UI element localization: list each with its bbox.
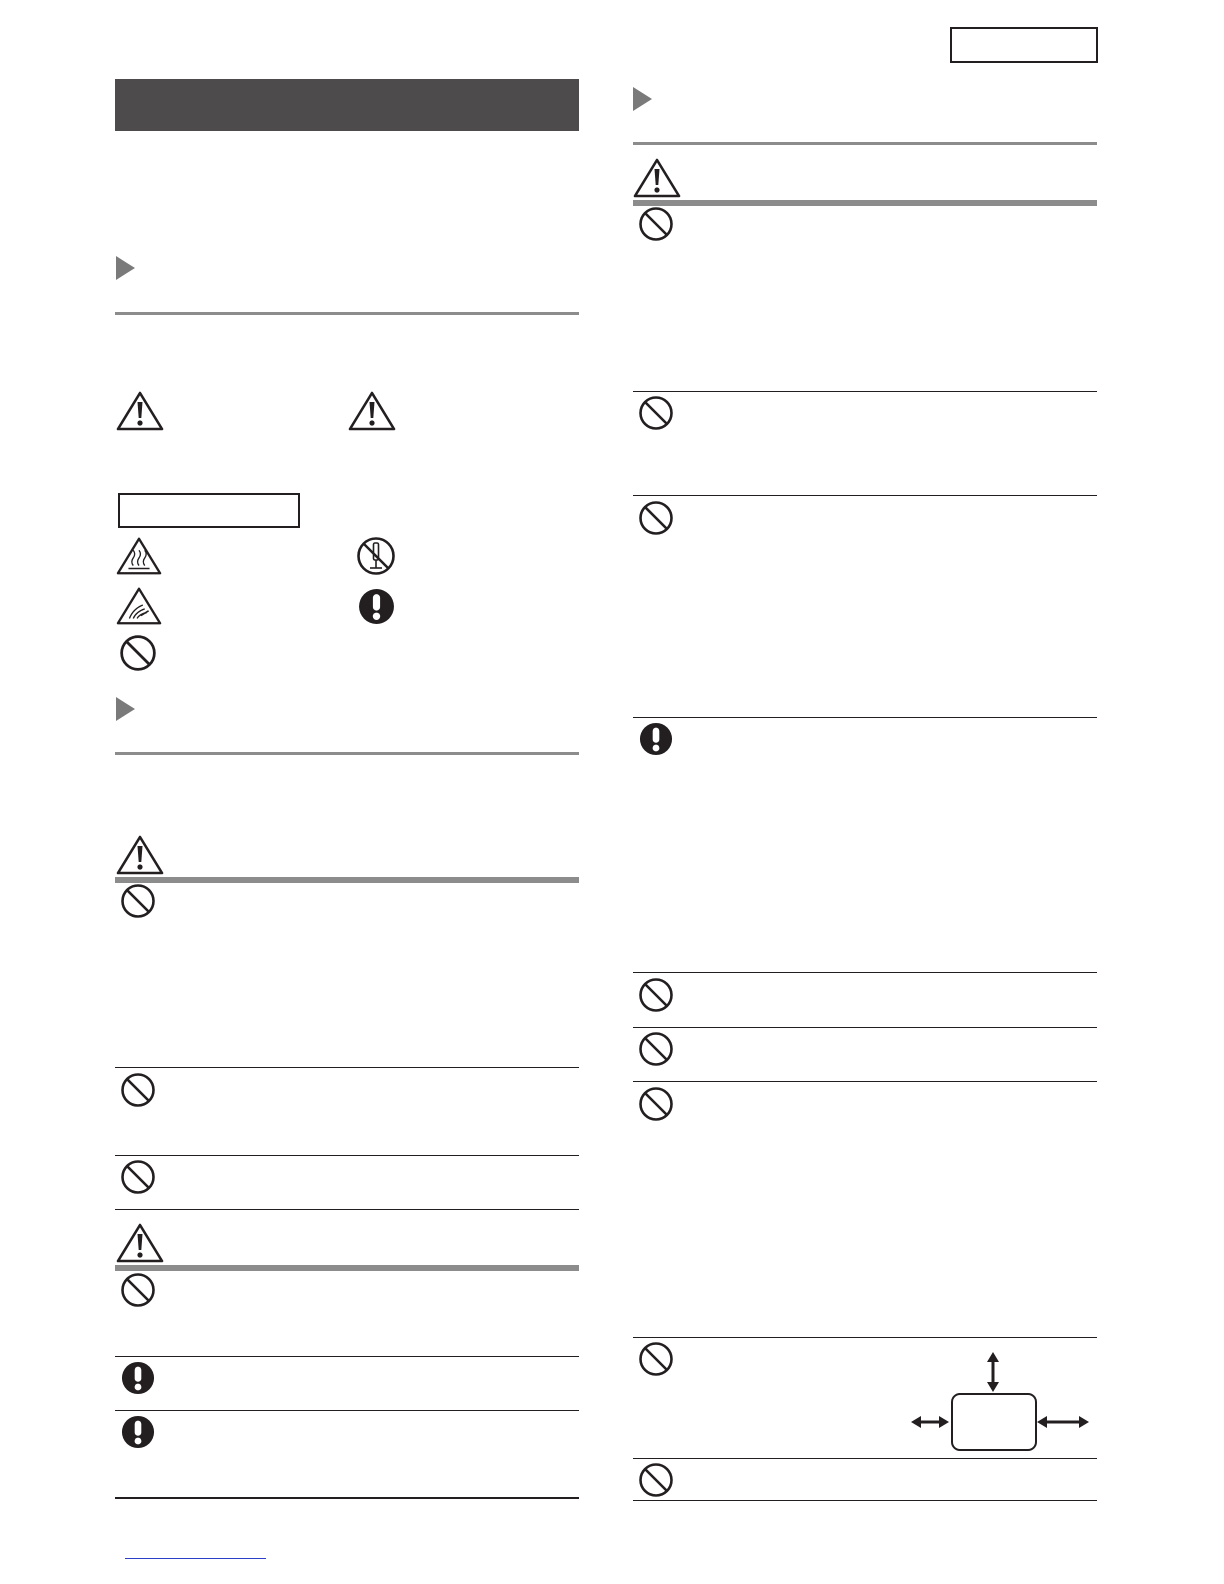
prohibited-icon — [638, 206, 674, 242]
item-divider — [633, 495, 1097, 496]
item-divider — [115, 1209, 579, 1210]
caution-icon — [348, 390, 396, 432]
prohibited-icon — [120, 1159, 156, 1195]
hot-surface-icon — [116, 536, 162, 576]
warning-header-rule — [115, 877, 579, 883]
warning-icon — [116, 390, 164, 432]
warning-icon — [633, 157, 681, 199]
subsection-marker — [633, 87, 652, 111]
prohibited-icon — [120, 1272, 156, 1308]
prohibited-icon — [638, 1031, 674, 1067]
prohibited-icon — [638, 1341, 674, 1377]
prohibited-icon — [638, 1462, 674, 1498]
header-label-box — [950, 27, 1098, 63]
caution-icon — [116, 1222, 164, 1264]
item-divider — [115, 1410, 579, 1411]
item-divider — [115, 1067, 579, 1068]
caution-header-rule — [115, 1265, 579, 1271]
prohibited-icon — [638, 1086, 674, 1122]
prohibited-icon — [638, 395, 674, 431]
mandatory-action-icon — [639, 722, 673, 756]
footer-link[interactable] — [125, 1558, 266, 1559]
prohibited-icon — [120, 883, 156, 919]
warning-icon — [116, 834, 164, 876]
prohibited-icon — [120, 1072, 156, 1108]
item-divider — [633, 1337, 1097, 1338]
item-divider — [633, 1458, 1097, 1459]
warning-header-rule — [633, 200, 1097, 206]
prohibited-icon — [638, 977, 674, 1013]
no-disassembly-icon — [356, 536, 396, 576]
subsection-marker — [116, 256, 135, 280]
section-divider — [115, 312, 579, 315]
section-divider — [115, 752, 579, 755]
column-end-rule — [633, 1500, 1097, 1501]
item-divider — [633, 1027, 1097, 1028]
item-divider — [633, 391, 1097, 392]
column-end-rule — [115, 1497, 579, 1499]
clearance-diagram — [905, 1350, 1095, 1455]
prohibited-icon — [119, 634, 157, 672]
subsection-marker — [116, 697, 135, 721]
item-divider — [115, 1155, 579, 1156]
pinch-hazard-icon — [116, 586, 162, 626]
section-title-bar — [115, 79, 579, 131]
item-divider — [633, 717, 1097, 718]
item-divider — [115, 1356, 579, 1357]
mandatory-action-icon — [121, 1361, 155, 1395]
symbol-legend-label-box — [118, 493, 300, 528]
mandatory-action-icon — [121, 1415, 155, 1449]
prohibited-icon — [638, 500, 674, 536]
mandatory-action-icon — [358, 588, 395, 625]
item-divider — [633, 1081, 1097, 1082]
clearance-arrows — [905, 1350, 1095, 1455]
section-divider — [633, 142, 1097, 145]
item-divider — [633, 972, 1097, 973]
